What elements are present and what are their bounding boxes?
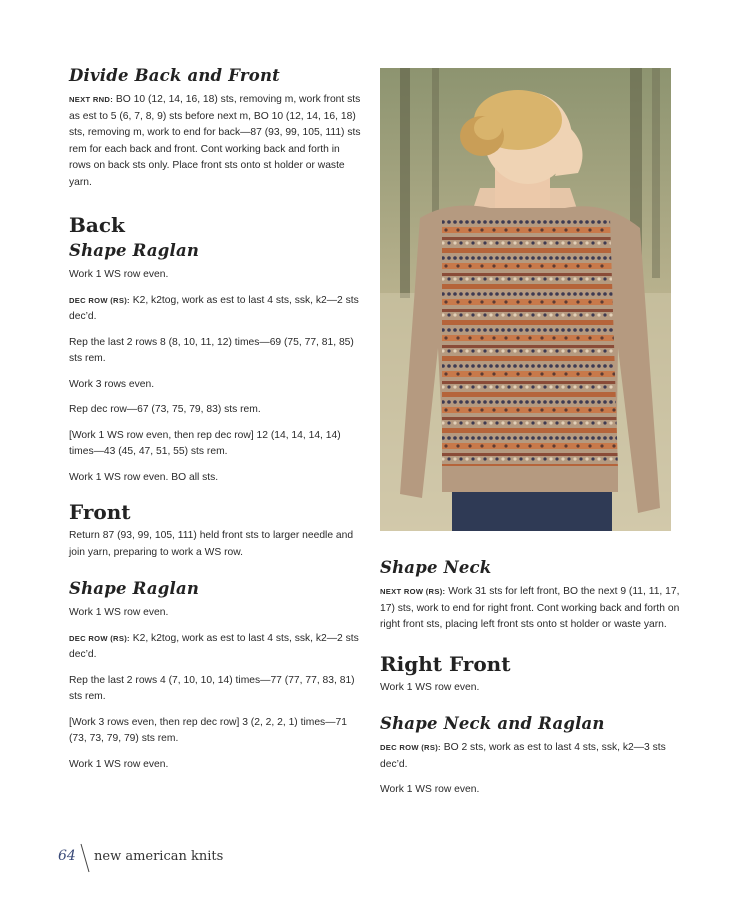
left-column xyxy=(69,66,361,782)
back-p6: [Work 1 WS row even, then rep dec row] 12 (14, 14, 14, 14) times—43 (45, 47, 51, 55) sts rem. xyxy=(69,429,341,457)
neck-heading: Shape Neck xyxy=(380,558,492,577)
neck-text: Work 31 sts for left front, BO the next 9 (11, 11, 17, 17) sts, work to end for right front. Cont working back and forth on right front sts, placing left front sts onto st holder or waste yarn. xyxy=(380,586,680,630)
sweater-illustration xyxy=(380,68,671,531)
dec-row-label: DEC ROW (RS): xyxy=(69,295,130,305)
dec-row-label: DEC ROW (RS): xyxy=(380,743,441,752)
rf-p1: Work 1 WS row even. xyxy=(380,681,480,693)
back-dec-paragraph xyxy=(69,293,361,326)
divide-paragraph xyxy=(69,92,361,191)
neck-raglan-heading: Shape Neck and Raglan xyxy=(380,714,605,733)
front-dec-paragraph xyxy=(69,631,361,664)
next-rnd-label: NEXT RND: xyxy=(69,95,114,104)
front-p2: Work 1 WS row even. xyxy=(69,607,169,618)
front-p6: Work 1 WS row even. xyxy=(69,758,169,770)
next-row-label: NEXT ROW (RS): xyxy=(380,587,446,596)
slash-divider xyxy=(80,843,90,873)
front-heading: Front xyxy=(69,500,131,524)
nr-p2: Work 1 WS row even. xyxy=(380,784,480,795)
back-p5: Rep dec row—67 (73, 75, 79, 83) sts rem. xyxy=(69,404,261,415)
book-title: new american knits xyxy=(94,849,224,864)
back-p7: Work 1 WS row even. BO all sts. xyxy=(69,471,219,483)
dec-row-label: DEC ROW (RS): xyxy=(69,633,130,643)
front-p5: [Work 3 rows even, then rep dec row] 3 (2, 2, 2, 1) times—71 (73, 73, 79, 79) sts rem. xyxy=(69,716,347,744)
nr-paragraph xyxy=(380,740,680,773)
front-dec-text: K2, k2tog, work as est to last 4 sts, ssk, k2—2 sts dec’d. xyxy=(69,632,359,660)
back-p3: Rep the last 2 rows 8 (8, 10, 11, 12) times—69 (75, 77, 81, 85) sts rem. xyxy=(69,336,354,364)
right-front-heading: Right Front xyxy=(380,651,511,676)
back-heading: Back xyxy=(69,213,125,237)
back-p4: Work 3 rows even. xyxy=(69,378,155,390)
front-raglan-heading: Shape Raglan xyxy=(69,579,200,598)
back-p1: Work 1 WS row even. xyxy=(69,269,169,280)
back-dec-text: K2, k2tog, work as est to last 4 sts, ssk, k2—2 sts dec’d. xyxy=(69,294,359,322)
right-column xyxy=(380,558,680,808)
front-p1: Return 87 (93, 99, 105, 111) held front sts to larger needle and join yarn, preparing to work a WS row. xyxy=(69,530,354,558)
front-p4: Rep the last 2 rows 4 (7, 10, 10, 14) times—77 (77, 77, 83, 81) sts rem. xyxy=(69,674,355,702)
divide-text: BO 10 (12, 14, 16, 18) sts, removing m, work front sts as est to 5 (6, 7, 8, 9) sts before next m, BO 10 (12, 14, 16, 18) sts, removing m, work to end for back—87 (93, 99, 105, 111) sts rem for each back and front. Cont working back and forth in rows on back sts only. Place front sts onto st holder or waste yarn. xyxy=(69,94,361,188)
back-raglan-heading: Shape Raglan xyxy=(69,241,200,260)
page-number: 64 xyxy=(58,848,76,864)
sweater-photo xyxy=(380,68,671,531)
neck-paragraph xyxy=(380,584,680,634)
nr-text: BO 2 sts, work as est to last 4 sts, ssk, k2—3 sts dec’d. xyxy=(380,742,666,770)
divide-heading: Divide Back and Front xyxy=(69,66,280,85)
